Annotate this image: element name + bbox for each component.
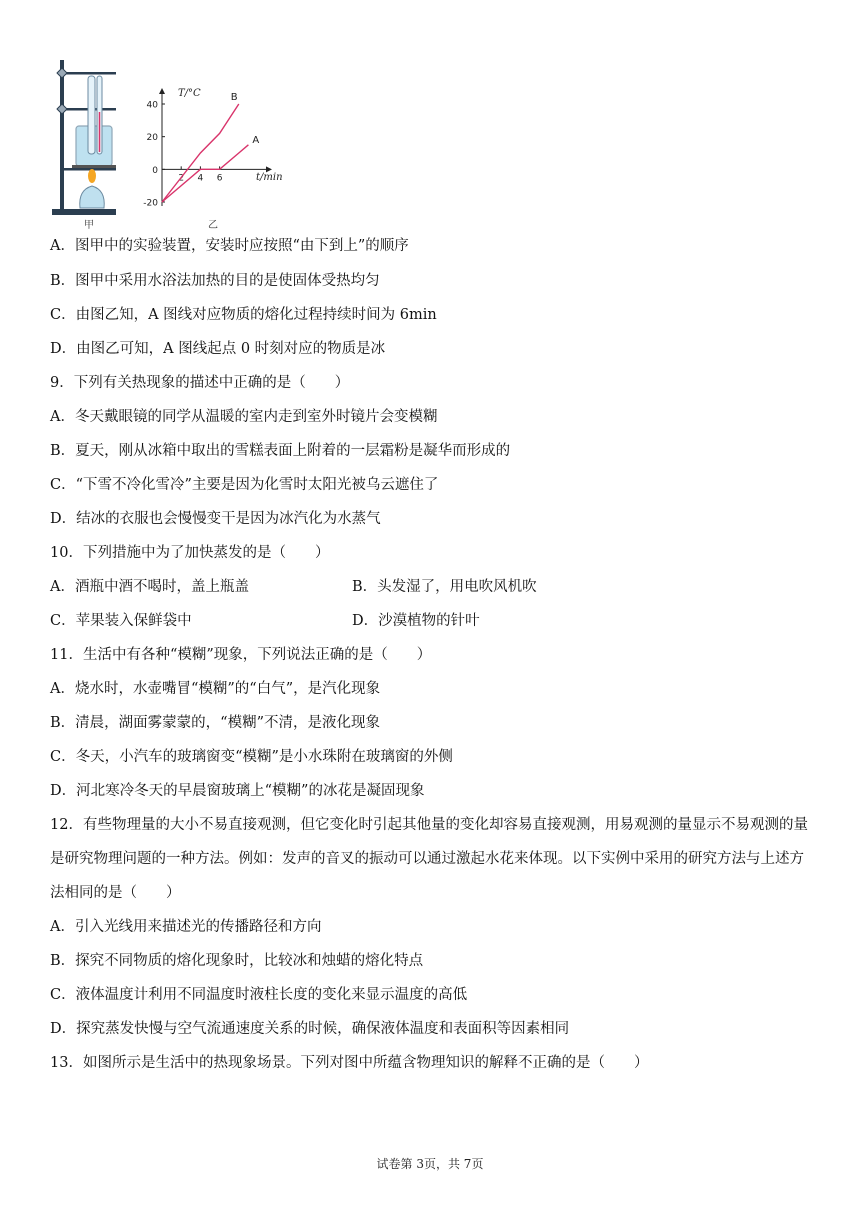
q9-option-d: D．结冰的衣服也会慢慢变干是因为冰汽化为水蒸气 [50, 511, 381, 527]
alcohol-lamp-icon [80, 186, 105, 208]
q10-option-c: C．苹果装入保鲜袋中 [50, 613, 192, 629]
q13-stem: 13．如图所示是生活中的热现象场景。下列对图中所蕴含物理知识的解释不正确的是（ ） [50, 1055, 649, 1071]
q11-option-c: C．冬天，小汽车的玻璃窗变“模糊”是小水珠附在玻璃窗的外侧 [50, 749, 453, 765]
y-tick-label: 20 [146, 133, 158, 144]
graph-axes [159, 88, 272, 206]
y-axis-label: T/°C [178, 88, 201, 99]
flame-icon [88, 169, 96, 183]
x-tick-label: 2 [178, 173, 185, 184]
x-tick-label: 4 [197, 173, 204, 184]
q10-option-d: D．沙漠植物的针叶 [352, 613, 480, 629]
graph-series [162, 92, 259, 202]
figure-area [50, 52, 290, 232]
gauze-icon [72, 165, 116, 168]
q11-option-b: B．清晨，湖面雾蒙蒙的，“模糊”不清，是液化现象 [50, 715, 380, 731]
q8-option-d: D．由图乙可知，A 图线起点 0 时刻对应的物质是冰 [50, 341, 386, 357]
stand-rod [60, 60, 64, 210]
q9-option-b: B．夏天，刚从冰箱中取出的雪糕表面上附着的一层霜粉是凝华而形成的 [50, 443, 511, 459]
q8-option-b: B．图甲中采用水浴法加热的目的是使固体受热均匀 [50, 273, 380, 289]
x-axis-label: t/min [256, 172, 283, 183]
q9-stem: 9．下列有关热现象的描述中正确的是（ ） [50, 375, 350, 391]
q11-option-a: A．烧水时，水壶嘴冒“模糊”的“白气”，是汽化现象 [50, 681, 381, 697]
q8-option-a: A．图甲中的实验装置，安装时应按照“由下到上”的顺序 [50, 238, 409, 254]
series-label-b: B [230, 92, 238, 103]
y-tick-label: 40 [146, 100, 158, 111]
figure-label-yi: 乙 [208, 220, 218, 231]
clamp-knob-icon [57, 104, 67, 114]
q11-option-d: D．河北寒冷冬天的早晨窗玻璃上“模糊”的冰花是凝固现象 [50, 783, 425, 799]
figure-label-jia: 甲 [84, 220, 94, 231]
ring-support [60, 168, 116, 171]
series-label-a: A [252, 134, 260, 146]
q11-stem: 11．生活中有各种“模糊”现象，下列说法正确的是（ ） [50, 647, 432, 663]
q10-stem: 10．下列措施中为了加快蒸发的是（ ） [50, 545, 330, 561]
series-line-b [162, 104, 239, 202]
y-tick-label: 0 [152, 165, 158, 176]
q12-option-d: D．探究蒸发快慢与空气流通速度关系的时候，确保液体温度和表面积等因素相同 [50, 1021, 570, 1037]
q9-option-c: C．“下雪不冷化雪冷”主要是因为化雪时太阳光被乌云遮住了 [50, 477, 439, 493]
x-tick-label: 6 [216, 173, 223, 184]
q12-stem: 12．有些物理量的大小不易直接观测，但它变化时引起其他量的变化却容易直接观测，用易观测的量显示不易观测的量是研究物理问题的一种方法。例如：发声的音叉的振动可以通过激起水花来体现。以下实例中采用的研究方法与上述方法相同的是（ ） [50, 817, 808, 901]
temperature-time-graph [138, 52, 288, 232]
q10-option-a: A．酒瓶中酒不喝时，盖上瓶盖 [50, 579, 249, 595]
series-line-a [162, 145, 248, 202]
apparatus-illustration [50, 52, 130, 232]
q12-option-b: B．探究不同物质的熔化现象时，比较冰和烛蜡的熔化特点 [50, 953, 424, 969]
q10-option-b: B．头发湿了，用电吹风机吹 [352, 579, 537, 595]
y-tick-label: -20 [143, 198, 158, 209]
q8-option-c: C．由图乙知，A 图线对应物质的熔化过程持续时间为 6min [50, 307, 437, 323]
q12-option-c: C．液体温度计利用不同温度时液柱长度的变化来显示温度的高低 [50, 987, 468, 1003]
upper-clamp [60, 72, 116, 75]
q12-option-a: A．引入光线用来描述光的传播路径和方向 [50, 919, 322, 935]
y-axis-arrow-icon [159, 88, 165, 94]
q9-option-a: A．冬天戴眼镜的同学从温暖的室内走到室外时镜片会变模糊 [50, 409, 438, 425]
page-footer: 试卷第 3页，共 7页 [376, 1157, 484, 1171]
clamp-knob-icon [57, 68, 67, 78]
test-tube-icon [88, 76, 95, 154]
graph-ticks [143, 101, 222, 209]
